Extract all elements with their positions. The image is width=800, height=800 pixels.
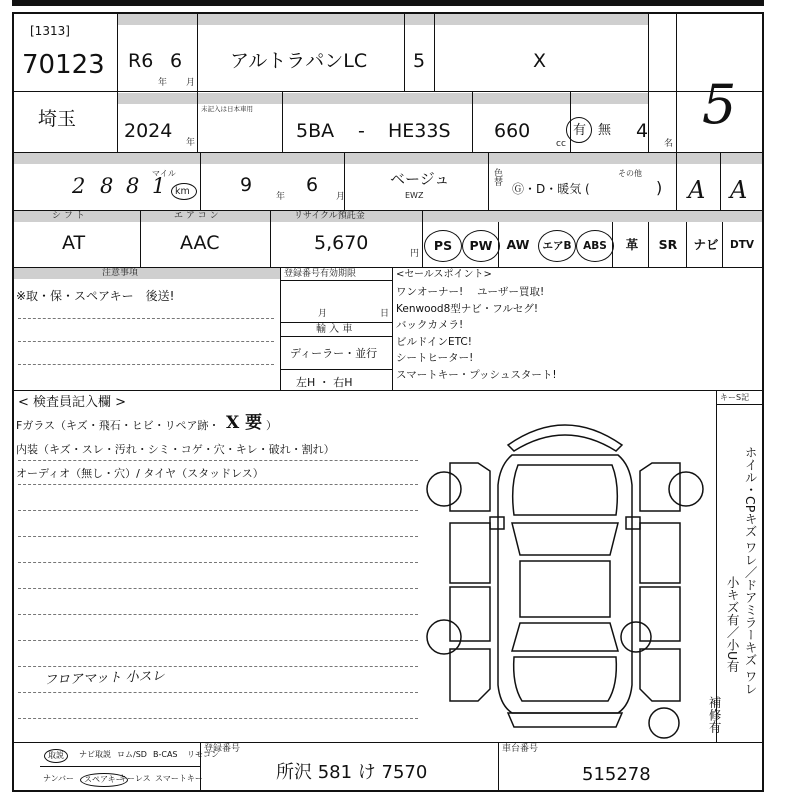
col-line — [488, 153, 489, 210]
mileage-digit-1: 2 — [72, 174, 86, 198]
row-line — [12, 91, 764, 92]
inspector-line — [18, 718, 418, 719]
header-band-row3 — [14, 153, 762, 164]
row-line — [12, 742, 764, 743]
steering-side: 左H ・ 右H — [296, 376, 353, 389]
rear-glass-outline — [512, 623, 618, 651]
row-line — [12, 152, 764, 153]
equipment-option: DTV — [729, 239, 754, 251]
wheel-rear-right — [621, 622, 651, 652]
col-line — [392, 268, 393, 390]
recycle-header: リサイクル預託金 — [294, 211, 365, 221]
seat-count: 4 — [636, 120, 649, 142]
lot-number: 70123 — [22, 50, 105, 80]
right-mirror — [626, 517, 640, 529]
year-label: 年 — [158, 78, 168, 88]
mileage-digit-3: 8 — [126, 174, 140, 198]
color-code: EWZ — [405, 191, 424, 200]
inspector-line — [18, 484, 418, 485]
aircon-header: エ ア コ ン — [174, 211, 219, 221]
col-line — [200, 153, 201, 210]
inspector-header: < 検査員記入欄 > — [18, 395, 127, 410]
engine-prefix: 5BA — [296, 120, 335, 142]
accessory-item: リモコン — [187, 750, 219, 759]
sales-point-item: ワンオーナー! ユーザー買取! — [396, 286, 545, 298]
plate-label: 登録番号 — [204, 744, 241, 754]
inspector-line — [18, 510, 418, 511]
diagram-box-label: キーS記 — [720, 393, 750, 402]
aircon: AAC — [180, 232, 220, 254]
col-line — [720, 153, 721, 210]
audio-text: オーディオ（無し・穴）/ タイヤ（スタッドレス） — [16, 467, 264, 480]
accessory-item: スペアキー — [80, 773, 128, 787]
col-line — [716, 391, 717, 742]
chassis-code: HE33S — [388, 120, 451, 142]
sales-point-item: ビルドインETC! — [396, 335, 472, 348]
recycle-amount: 5,670 — [314, 232, 369, 254]
sales-points-header: <セールスポイント> — [396, 269, 492, 280]
miles-label: マイル — [152, 169, 176, 178]
dealer-parallel: ディーラー・並行 — [290, 347, 378, 360]
equipment-option: AW — [506, 237, 530, 252]
vehicle-model: アルトラパンLC — [230, 50, 368, 72]
frame-number-label: 車台番号 — [502, 744, 539, 754]
inspector-line — [18, 666, 418, 667]
left-front-fender — [450, 463, 490, 511]
car-diagram — [420, 405, 710, 740]
row-line — [280, 280, 392, 281]
recycle-yes: 有 — [573, 123, 587, 138]
trunk-outline — [514, 657, 617, 701]
windshield-outline — [512, 523, 618, 555]
col-line — [197, 14, 198, 91]
left-rear-fender — [450, 649, 490, 701]
sales-point-item: Kenwood8型ナビ・フルセグ! — [396, 302, 539, 315]
col-line — [117, 92, 118, 152]
roof-outline — [520, 561, 610, 617]
notes-line — [18, 364, 274, 365]
row-line — [280, 322, 392, 323]
spare-wheel — [649, 708, 679, 738]
equipment-option: PW — [462, 230, 500, 262]
row-line — [12, 390, 764, 391]
import-header: 輸 入 車 — [316, 324, 353, 335]
notes-line — [18, 341, 274, 342]
hood-outline — [513, 465, 618, 515]
displacement: 660 — [494, 120, 531, 142]
rear-bumper-outline — [508, 713, 622, 727]
yen-label: 円 — [410, 249, 420, 259]
equipment-option: 革 — [625, 237, 639, 252]
registration-month: 6 — [170, 50, 183, 72]
inspection-month-label: 月 — [336, 192, 346, 202]
accessory-item: 取説 — [44, 749, 68, 763]
wheel-front-right — [669, 472, 703, 506]
mileage-digit-2: 8 — [100, 174, 114, 198]
frame-number: 515278 — [582, 764, 651, 785]
col-line — [117, 14, 118, 91]
inspector-line — [18, 588, 418, 589]
interior-text: 内装（キズ・スレ・汚れ・シミ・コゲ・穴・キレ・破れ・割れ） — [16, 443, 335, 456]
right-front-door — [640, 523, 680, 583]
inspector-line — [18, 640, 418, 641]
accessory-item: スマートキー — [155, 774, 203, 783]
inspection-year: 9 — [240, 174, 253, 196]
model-year-label: 年 — [186, 138, 196, 148]
inspector-line — [18, 460, 418, 461]
month-label: 月 — [186, 78, 196, 88]
fglass-text: Fガラス（キズ・飛石・ヒビ・リペア跡・ — [16, 419, 220, 432]
notes-header: 注意事項 — [102, 268, 139, 278]
top-strip — [12, 0, 764, 6]
sales-point-item: バックカメラ! — [396, 319, 464, 331]
model-year: 2024 — [124, 120, 173, 142]
inspector-line — [18, 536, 418, 537]
col-line — [498, 743, 499, 792]
wheel-front-left — [427, 472, 461, 506]
equipment-option: PS — [424, 230, 462, 262]
transmission: AT — [62, 232, 86, 254]
accessory-item: ロム/SD — [117, 750, 147, 759]
col-line — [140, 211, 141, 267]
row-line — [280, 369, 392, 370]
col-line — [434, 14, 435, 91]
fglass-close: ） — [266, 419, 277, 432]
color-close: ) — [656, 178, 663, 197]
col-line — [422, 211, 423, 267]
seats-label: 名 — [664, 139, 674, 149]
lot-sub-number: [1313] — [30, 24, 70, 38]
color-other-label: その他 — [618, 169, 642, 178]
col-line — [270, 211, 271, 267]
expiry-header: 登録番号有効期限 — [284, 269, 357, 279]
col-line — [197, 92, 198, 152]
row-line — [12, 210, 764, 211]
body-outline — [498, 455, 632, 713]
color-change-label: 色替 — [492, 168, 502, 186]
recycle-no: 無 — [598, 123, 612, 138]
accessory-item: キーレス — [119, 774, 151, 783]
right-rear-fender — [640, 649, 680, 701]
wheel-rear-left — [427, 620, 461, 654]
vehicle-grade: X — [533, 50, 547, 72]
inspection-year-label: 年 — [276, 192, 286, 202]
front-bumper-outline — [508, 425, 622, 451]
notes-line — [18, 318, 274, 319]
row-line — [280, 336, 392, 337]
accessory-item: B-CAS — [153, 750, 178, 759]
col-line — [648, 14, 649, 152]
inspector-line — [18, 614, 418, 615]
left-rear-door — [450, 587, 490, 641]
col-line — [280, 268, 281, 390]
color-options: Ⓖ・D・暖気 ( — [512, 182, 590, 196]
side-note-3: 補修有 — [707, 696, 723, 734]
row-line — [716, 404, 764, 405]
col-line — [676, 153, 677, 210]
equipment-option: SR — [658, 237, 678, 252]
license-plate: 所沢 581 け 7570 — [276, 762, 428, 783]
exterior-grade: A — [688, 176, 706, 204]
row-line — [40, 766, 200, 767]
overall-score: 5 — [702, 73, 737, 136]
equipment-option: エアB — [538, 230, 576, 262]
col-line — [676, 14, 677, 152]
expiry-month-label: 月 — [318, 309, 328, 319]
right-rear-door — [640, 587, 680, 641]
shift-header: シ フ ト — [52, 211, 85, 221]
cc-label: cc — [556, 139, 566, 149]
import-note: 未記入は日本車用 — [201, 105, 253, 113]
handwritten-note: フロアマット 小スレ — [43, 668, 165, 689]
accessory-item: ナビ取説 — [79, 750, 111, 759]
inspector-line — [18, 692, 418, 693]
expiry-day-label: 日 — [380, 309, 390, 319]
sales-point-item: スマートキー・プッシュスタート! — [396, 368, 557, 381]
km-label: km — [175, 186, 190, 197]
equipment-option: ナビ — [693, 237, 719, 252]
col-line — [472, 92, 473, 152]
color-name: ベージュ — [390, 170, 450, 188]
accessory-item: ナンバー — [43, 774, 75, 783]
col-line — [404, 14, 405, 91]
fglass-mark: X 要 — [226, 413, 263, 433]
registration-era: R6 — [128, 50, 154, 72]
col-line — [686, 222, 687, 267]
header-band-row4 — [14, 211, 762, 222]
side-note-2: 小キズ有／小U有 — [725, 576, 741, 673]
inspector-line — [18, 562, 418, 563]
door-count: 5 — [413, 50, 426, 72]
mileage-digit-4: 1 — [152, 174, 166, 198]
side-note-1: ホイル・CPキズ ワレ／ドアミラーキズ ワレ — [743, 446, 759, 696]
notes-line-1: ※取・保・スペアキー 後送! — [16, 289, 175, 303]
equipment-option: ABS — [576, 230, 614, 262]
header-band-notes — [14, 268, 280, 279]
engine-dash: - — [358, 120, 365, 142]
col-line — [282, 92, 283, 152]
right-front-fender — [640, 463, 680, 511]
inspection-month: 6 — [306, 174, 319, 196]
left-front-door — [450, 523, 490, 583]
prefecture: 埼玉 — [38, 108, 77, 130]
interior-grade: A — [730, 176, 748, 204]
left-mirror — [490, 517, 504, 529]
sales-point-item: シートヒーター! — [396, 352, 474, 364]
